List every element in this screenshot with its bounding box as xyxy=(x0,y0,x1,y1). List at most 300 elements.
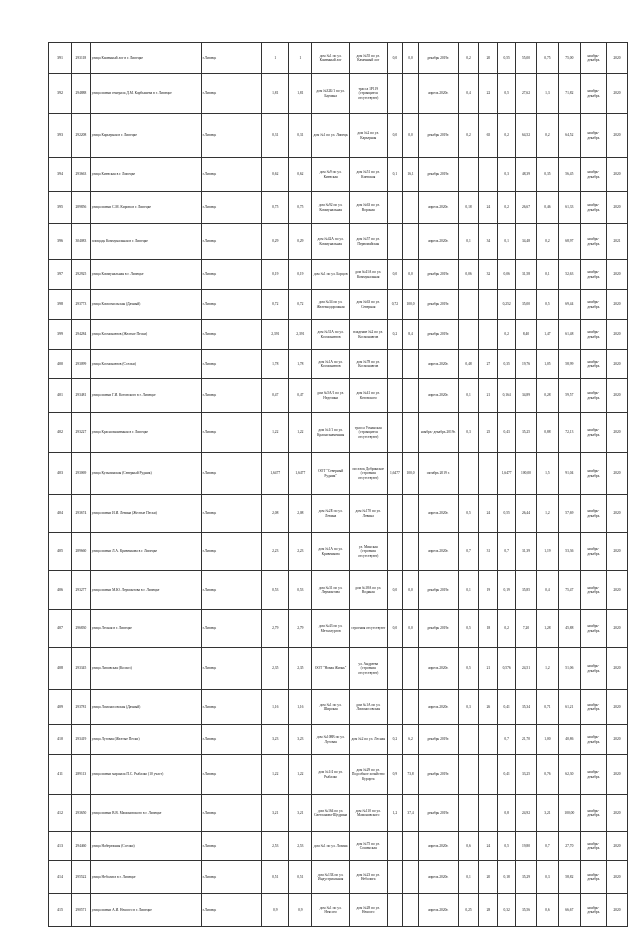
table-row xyxy=(49,832,628,861)
cell-section-percent: 0,0 xyxy=(403,571,419,610)
cell-length-repair: 0,47 xyxy=(289,379,312,413)
cell-city: г.Липецк xyxy=(201,533,262,571)
cell-length-total: 0,31 xyxy=(262,114,289,158)
cell-value-2: 3,21 xyxy=(536,795,558,832)
cell-percent-2: 57,69 xyxy=(558,495,580,533)
cell-start-point: дом №42А по ул. Коммунальная xyxy=(312,224,350,260)
cell-city: г.Липецк xyxy=(201,755,262,795)
cell-city: г.Липецк xyxy=(201,290,262,320)
document-page xyxy=(48,42,628,927)
cell-section-length: 1,2 xyxy=(387,795,403,832)
cell-survey-date: декабрь 2019г. xyxy=(418,290,458,320)
cell-value-1: 0,19 xyxy=(498,571,516,610)
cell-width: 0,3 xyxy=(458,690,479,725)
cell-survey-date: декабрь 2019г. xyxy=(418,725,458,755)
cell-section-length: 0,0 xyxy=(387,260,403,290)
cell-percent-1: 34,89 xyxy=(516,379,537,413)
table-row xyxy=(49,725,628,755)
cell-road-name: улица Киевская в г. Липецке xyxy=(90,158,201,192)
table-row xyxy=(49,192,628,224)
cell-width: 0,1 xyxy=(458,224,479,260)
cell-work-period: ноябрь- декабрь xyxy=(580,350,606,379)
cell-value-1: 0,55 xyxy=(498,43,516,74)
cell-length-total: 0,62 xyxy=(262,158,289,192)
cell-row-number: 399 xyxy=(49,320,72,350)
table-row xyxy=(49,379,628,413)
cell-value-2: 0,7 xyxy=(536,832,558,861)
cell-survey-date: апрель 2020г. xyxy=(418,350,458,379)
cell-section-percent xyxy=(403,413,419,453)
cell-object-code: 293663 xyxy=(71,158,90,192)
cell-survey-date: декабрь 2019г. xyxy=(418,114,458,158)
cell-object-code: 290571 xyxy=(71,894,90,927)
cell-city: г.Липецк xyxy=(201,832,262,861)
cell-object-code: 294888 xyxy=(71,74,90,114)
table-row xyxy=(49,74,628,114)
cell-value-2: 0,76 xyxy=(536,755,558,795)
cell-row-number: 403 xyxy=(49,453,72,495)
cell-section-percent xyxy=(403,832,419,861)
cell-work-period: ноябрь- декабрь xyxy=(580,43,606,74)
cell-object-code: 295522 xyxy=(71,861,90,894)
cell-start-point: дом №13Б по ул. Индустриальная xyxy=(312,861,350,894)
cell-survey-date: декабрь 2019г. xyxy=(418,571,458,610)
cell-end-point: трасса 1Р119 (строящиеся отсутствуют) xyxy=(349,74,387,114)
cell-percent-1: 35,34 xyxy=(516,690,537,725)
cell-count: 27 xyxy=(479,350,498,379)
cell-year: 2020 xyxy=(606,690,627,725)
cell-section-length xyxy=(387,861,403,894)
cell-survey-date: апрель 2020г. xyxy=(418,648,458,690)
cell-length-repair: 3,23 xyxy=(289,725,312,755)
cell-count xyxy=(479,725,498,755)
cell-section-percent: 0,0 xyxy=(403,43,419,74)
cell-road-name: улица имени маршала П.С. Рыбалко (10 участ) xyxy=(90,755,201,795)
cell-row-number: 409 xyxy=(49,690,72,725)
cell-year: 2020 xyxy=(606,379,627,413)
cell-year: 2020 xyxy=(606,894,627,927)
cell-year: 2020 xyxy=(606,533,627,571)
cell-year: 2020 xyxy=(606,453,627,495)
cell-section-percent xyxy=(403,192,419,224)
cell-object-code: 293227 xyxy=(71,413,90,453)
cell-value-1: 0,8 xyxy=(498,795,516,832)
cell-value-2: 0,88 xyxy=(536,413,558,453)
cell-width xyxy=(458,725,479,755)
cell-count xyxy=(479,795,498,832)
table-row xyxy=(49,413,628,453)
cell-percent-2: 64,52 xyxy=(558,114,580,158)
cell-year: 2020 xyxy=(606,320,627,350)
cell-survey-date: декабрь 2019г. xyxy=(418,320,458,350)
cell-width: 0,06 xyxy=(458,260,479,290)
cell-percent-2: 58,99 xyxy=(558,350,580,379)
cell-start-point: дом №108В по ул. Луговая xyxy=(312,725,350,755)
cell-width: 0,2 xyxy=(458,43,479,74)
cell-length-repair: 1 xyxy=(289,43,312,74)
cell-percent-1: 31,58 xyxy=(516,260,537,290)
cell-width xyxy=(458,453,479,495)
cell-length-repair: 0,29 xyxy=(289,224,312,260)
cell-length-total: 2,35 xyxy=(262,648,289,690)
cell-survey-date: декабрь 2019г. xyxy=(418,260,458,290)
cell-width: 0,3 xyxy=(458,413,479,453)
cell-object-code: 293419 xyxy=(71,725,90,755)
cell-start-point: ООТ "Северный Рудник" xyxy=(312,453,350,495)
cell-percent-2: 61,48 xyxy=(558,320,580,350)
cell-city: г.Липецк xyxy=(201,158,262,192)
cell-percent-1: 35,29 xyxy=(516,861,537,894)
cell-row-number: 393 xyxy=(49,114,72,158)
table-row xyxy=(49,861,628,894)
cell-start-point: дом №5А/1 по ул. Неделина xyxy=(312,379,350,413)
cell-row-number: 406 xyxy=(49,571,72,610)
cell-value-2: 1,47 xyxy=(536,320,558,350)
cell-percent-1: 8,40 xyxy=(516,320,537,350)
cell-percent-1: 35,25 xyxy=(516,413,537,453)
table-row xyxy=(49,290,628,320)
cell-object-code: 292925 xyxy=(71,260,90,290)
table-row xyxy=(49,795,628,832)
cell-count xyxy=(479,290,498,320)
cell-object-code: 293099 xyxy=(71,350,90,379)
cell-percent-1: 35,85 xyxy=(516,571,537,610)
cell-percent-2: 58,82 xyxy=(558,861,580,894)
cell-survey-date: апрель 2020г. xyxy=(418,690,458,725)
cell-work-period: ноябрь- декабрь xyxy=(580,158,606,192)
cell-work-period: ноябрь- декабрь xyxy=(580,610,606,648)
table-row xyxy=(49,690,628,725)
cell-width xyxy=(458,755,479,795)
cell-section-length xyxy=(387,648,403,690)
cell-year: 2020 xyxy=(606,114,627,158)
cell-end-point: строения отсутствуют xyxy=(349,610,387,648)
cell-end-point: дом №41 по ул. Котовского xyxy=(349,379,387,413)
cell-count xyxy=(479,158,498,192)
cell-value-1: 0,43 xyxy=(498,413,516,453)
cell-object-code: 294460 xyxy=(71,832,90,861)
cell-percent-1: 33,25 xyxy=(516,755,537,795)
cell-city: г.Липецк xyxy=(201,114,262,158)
cell-object-code: 293781 xyxy=(71,690,90,725)
cell-section-percent: 16,1 xyxy=(403,158,419,192)
cell-section-length: 0,1 xyxy=(387,158,403,192)
cell-value-2: 0,75 xyxy=(536,43,558,74)
cell-section-percent: 100,0 xyxy=(403,290,419,320)
cell-percent-1: 48,39 xyxy=(516,158,537,192)
cell-road-name: улица Набережная (Сселки) xyxy=(90,832,201,861)
cell-work-period: ноябрь- декабрь xyxy=(580,894,606,927)
cell-length-repair: 2,35 xyxy=(289,648,312,690)
cell-section-length: 0,0 xyxy=(387,43,403,74)
cell-section-percent xyxy=(403,533,419,571)
cell-section-length: 0,2 xyxy=(387,320,403,350)
cell-width: 0,6 xyxy=(458,832,479,861)
cell-object-code: 293650 xyxy=(71,795,90,832)
cell-percent-2: 100,00 xyxy=(558,795,580,832)
cell-section-length: 0,2 xyxy=(387,725,403,755)
cell-object-code: 304083 xyxy=(71,224,90,260)
cell-count: 20 xyxy=(479,861,498,894)
cell-row-number: 396 xyxy=(49,224,72,260)
cell-percent-2: 72,13 xyxy=(558,413,580,453)
cell-percent-2: 56,45 xyxy=(558,158,580,192)
cell-value-1: 0,2 xyxy=(498,192,516,224)
cell-end-point: дом №110 по ул. Мамоновского xyxy=(349,795,387,832)
cell-length-repair: 2,79 xyxy=(289,610,312,648)
cell-section-length: 0,0 xyxy=(387,571,403,610)
cell-percent-1: 19,80 xyxy=(516,832,537,861)
cell-object-code: 294284 xyxy=(71,320,90,350)
cell-year: 2020 xyxy=(606,495,627,533)
cell-end-point: дом №170 по ул. Левина xyxy=(349,495,387,533)
cell-survey-date: декабрь 2019г. xyxy=(418,610,458,648)
cell-percent-1: 64,52 xyxy=(516,114,537,158)
cell-percent-1: 31,39 xyxy=(516,533,537,571)
cell-value-2: 1,5 xyxy=(536,453,558,495)
cell-year: 2020 xyxy=(606,290,627,320)
cell-length-total: 2,53 xyxy=(262,832,289,861)
cell-year: 2020 xyxy=(606,725,627,755)
cell-section-length xyxy=(387,495,403,533)
cell-survey-date: апрель 2020г. xyxy=(418,224,458,260)
table-row xyxy=(49,648,628,690)
cell-city: г.Липецк xyxy=(201,795,262,832)
cell-length-total: 0,72 xyxy=(262,290,289,320)
cell-length-total: 2,08 xyxy=(262,495,289,533)
cell-end-point: дом №23 по ул. Неболига xyxy=(349,861,387,894)
cell-work-period: ноябрь- декабрь xyxy=(580,192,606,224)
cell-percent-2: 69,44 xyxy=(558,290,580,320)
cell-length-repair: 1,78 xyxy=(289,350,312,379)
cell-value-2: 0,46 xyxy=(536,192,558,224)
cell-length-repair: 2,08 xyxy=(289,495,312,533)
cell-percent-1: 35,56 xyxy=(516,894,537,927)
cell-city: г.Липецк xyxy=(201,648,262,690)
cell-end-point: дом №57 по ул. Первомайская xyxy=(349,224,387,260)
cell-road-name: улица Краснознаменная в г. Липецке xyxy=(90,413,201,453)
cell-road-name: улица имени М.Ю. Лермонтова в г. Липецке xyxy=(90,571,201,610)
cell-value-2: 1,2 xyxy=(536,495,558,533)
cell-section-length xyxy=(387,413,403,453)
cell-survey-date: декабрь 2019г. xyxy=(418,795,458,832)
cell-road-name: улица имени В.В. Мамоновского в г. Липецке xyxy=(90,795,201,832)
cell-length-total: 1,16 xyxy=(262,690,289,725)
table-row xyxy=(49,533,628,571)
cell-road-name: улица Космонавтов (Сселки) xyxy=(90,350,201,379)
cell-length-repair: 1,16 xyxy=(289,690,312,725)
cell-row-number: 408 xyxy=(49,648,72,690)
cell-row-number: 392 xyxy=(49,74,72,114)
cell-length-total: 1,22 xyxy=(262,413,289,453)
cell-object-code: 289660 xyxy=(71,533,90,571)
cell-count: 19 xyxy=(479,571,498,610)
cell-percent-2: 68,97 xyxy=(558,224,580,260)
cell-percent-2: 91,04 xyxy=(558,453,580,495)
cell-road-name: улица Липовская (Колхоз) xyxy=(90,648,201,690)
cell-length-total: 2,23 xyxy=(262,533,289,571)
cell-length-repair: 2,391 xyxy=(289,320,312,350)
cell-city: г.Липецк xyxy=(201,453,262,495)
cell-row-number: 415 xyxy=(49,894,72,927)
cell-percent-1: 26,67 xyxy=(516,192,537,224)
cell-survey-date: декабрь 2019г. xyxy=(418,755,458,795)
cell-survey-date: апрель 2020г. xyxy=(418,495,458,533)
cell-start-point: дом №1/4 по ул. Рыбалко xyxy=(312,755,350,795)
cell-section-length xyxy=(387,74,403,114)
cell-road-name: улица Ломоносовская (Дачный) xyxy=(90,690,201,725)
cell-count: 24 xyxy=(479,832,498,861)
cell-width: 0,1 xyxy=(458,861,479,894)
cell-section-percent: 6,2 xyxy=(403,725,419,755)
cell-work-period: ноябрь- декабрь xyxy=(580,725,606,755)
cell-survey-date: апрель 2020г. xyxy=(418,894,458,927)
cell-percent-2: 75,00 xyxy=(558,43,580,74)
cell-road-name: улица Карьерная в г. Липецке xyxy=(90,114,201,158)
cell-object-code: 293773 xyxy=(71,290,90,320)
cell-year: 2021 xyxy=(606,224,627,260)
cell-width xyxy=(458,795,479,832)
cell-percent-2: 61,21 xyxy=(558,690,580,725)
cell-length-repair: 0,72 xyxy=(289,290,312,320)
cell-value-1: 0,576 xyxy=(498,648,516,690)
cell-width: 0,1 xyxy=(458,379,479,413)
table-row xyxy=(49,610,628,648)
cell-city: г.Липецк xyxy=(201,861,262,894)
cell-length-repair: 0,31 xyxy=(289,114,312,158)
cell-percent-1: 19,76 xyxy=(516,350,537,379)
cell-length-repair: 3,21 xyxy=(289,795,312,832)
cell-year: 2020 xyxy=(606,158,627,192)
cell-city: г.Липецк xyxy=(201,74,262,114)
cell-count: 20 xyxy=(479,43,498,74)
cell-road-name: улица Космонавтов (Желтые Пески) xyxy=(90,320,201,350)
cell-work-period: ноябрь- декабрь xyxy=(580,74,606,114)
cell-percent-1: 26,44 xyxy=(516,495,537,533)
cell-value-2: 1,28 xyxy=(536,610,558,648)
cell-road-name: улица Каменный лог в г. Липецке xyxy=(90,43,201,74)
cell-percent-2: 62,30 xyxy=(558,755,580,795)
cell-row-number: 410 xyxy=(49,725,72,755)
cell-city: г.Липецк xyxy=(201,379,262,413)
table-row xyxy=(49,224,628,260)
cell-row-number: 400 xyxy=(49,350,72,379)
cell-percent-1: 21,70 xyxy=(516,725,537,755)
cell-section-length xyxy=(387,832,403,861)
cell-object-code: 293118 xyxy=(71,43,90,74)
cell-count: 22 xyxy=(479,74,498,114)
cell-start-point: дом №32Б/1 по ул. Баумана xyxy=(312,74,350,114)
cell-road-name: улица Коммунальная в г. Липецке xyxy=(90,260,201,290)
cell-length-total: 0,19 xyxy=(262,260,289,290)
cell-value-1: 1,6477 xyxy=(498,453,516,495)
cell-city: г.Липецк xyxy=(201,224,262,260)
cell-section-length: 0,0 xyxy=(387,114,403,158)
cell-road-name: улица имени Г.И. Котовского в г. Липецке xyxy=(90,379,201,413)
cell-row-number: 413 xyxy=(49,832,72,861)
cell-length-repair: 0,51 xyxy=(289,861,312,894)
cell-start-point: дом №1/1 по ул. Краснознаменная xyxy=(312,413,350,453)
cell-count: 31 xyxy=(479,533,498,571)
roads-table xyxy=(48,42,628,927)
cell-city: г.Липецк xyxy=(201,495,262,533)
cell-row-number: 414 xyxy=(49,861,72,894)
cell-width: 0,5 xyxy=(458,648,479,690)
cell-percent-2: 75,47 xyxy=(558,571,580,610)
cell-object-code: 289856 xyxy=(71,192,90,224)
cell-survey-date: апрель 2020г. xyxy=(418,379,458,413)
cell-survey-date: декабрь 2019г. xyxy=(418,43,458,74)
cell-start-point: дом №9 по ул. Киевская xyxy=(312,158,350,192)
cell-section-percent: 100,0 xyxy=(403,453,419,495)
cell-road-name: улица Комсомольская (Дачный) xyxy=(90,290,201,320)
cell-percent-2: 40,86 xyxy=(558,725,580,755)
cell-count: 21 xyxy=(479,379,498,413)
cell-start-point: дом №31 по ул. Лермонтова xyxy=(312,571,350,610)
cell-section-length: 0,72 xyxy=(387,290,403,320)
cell-value-1: 0,3 xyxy=(498,158,516,192)
cell-end-point: дом №63 по ул. Вороная xyxy=(349,192,387,224)
cell-end-point: дом №51 по ул. Киевская xyxy=(349,158,387,192)
cell-value-1: 0,5 xyxy=(498,832,516,861)
cell-value-1: 0,06 xyxy=(498,260,516,290)
cell-work-period: ноябрь- декабрь xyxy=(580,795,606,832)
cell-start-point: дом №1 по ул. Борцов xyxy=(312,260,350,290)
cell-length-repair: 0,53 xyxy=(289,571,312,610)
cell-length-total: 1,6477 xyxy=(262,453,289,495)
cell-percent-2: 71,82 xyxy=(558,74,580,114)
cell-city: г.Липецк xyxy=(201,320,262,350)
cell-length-repair: 2,23 xyxy=(289,533,312,571)
cell-percent-1: 27,62 xyxy=(516,74,537,114)
cell-start-point: дом №1 по ул. Каменный лог xyxy=(312,43,350,74)
cell-work-period: ноябрь- декабрь xyxy=(580,453,606,495)
cell-city: г.Липецк xyxy=(201,350,262,379)
cell-end-point: дом №2 по ул. Карьерная xyxy=(349,114,387,158)
cell-section-percent xyxy=(403,350,419,379)
cell-year: 2020 xyxy=(606,861,627,894)
cell-section-percent xyxy=(403,648,419,690)
cell-work-period: ноябрь- декабрь xyxy=(580,224,606,260)
cell-value-1: 0,55 xyxy=(498,495,516,533)
cell-end-point: дом №2 по ул. Лесная xyxy=(349,725,387,755)
cell-length-repair: 0,75 xyxy=(289,192,312,224)
cell-object-code: 289113 xyxy=(71,755,90,795)
cell-value-2: 0,2 xyxy=(536,114,558,158)
cell-percent-2: 61,33 xyxy=(558,192,580,224)
cell-count: 34 xyxy=(479,224,498,260)
cell-length-total: 0,29 xyxy=(262,224,289,260)
cell-survey-date: апрель 2020г. xyxy=(418,832,458,861)
cell-percent-2: 59,57 xyxy=(558,379,580,413)
table-row xyxy=(49,350,628,379)
cell-value-2: 1,05 xyxy=(536,350,558,379)
cell-length-total: 0,53 xyxy=(262,571,289,610)
cell-year: 2020 xyxy=(606,648,627,690)
cell-city: г.Липецк xyxy=(201,725,262,755)
cell-value-1: 0,35 xyxy=(498,350,516,379)
cell-city: г.Липецк xyxy=(201,690,262,725)
cell-length-total: 2,391 xyxy=(262,320,289,350)
cell-length-repair: 0,9 xyxy=(289,894,312,927)
cell-survey-date: ноябрь- декабрь 2019г. xyxy=(418,413,458,453)
cell-end-point: трасса Усманская (строящиеся отсутствуют) xyxy=(349,413,387,453)
cell-length-total: 3,21 xyxy=(262,795,289,832)
cell-survey-date: апрель 2020г. xyxy=(418,192,458,224)
cell-end-point: ул. Андреева (строения отсутствуют) xyxy=(349,648,387,690)
cell-end-point: дом №28 по ул. Неясого xyxy=(349,894,387,927)
cell-road-name: улица имени С.М. Кирова в г. Липецке xyxy=(90,192,201,224)
